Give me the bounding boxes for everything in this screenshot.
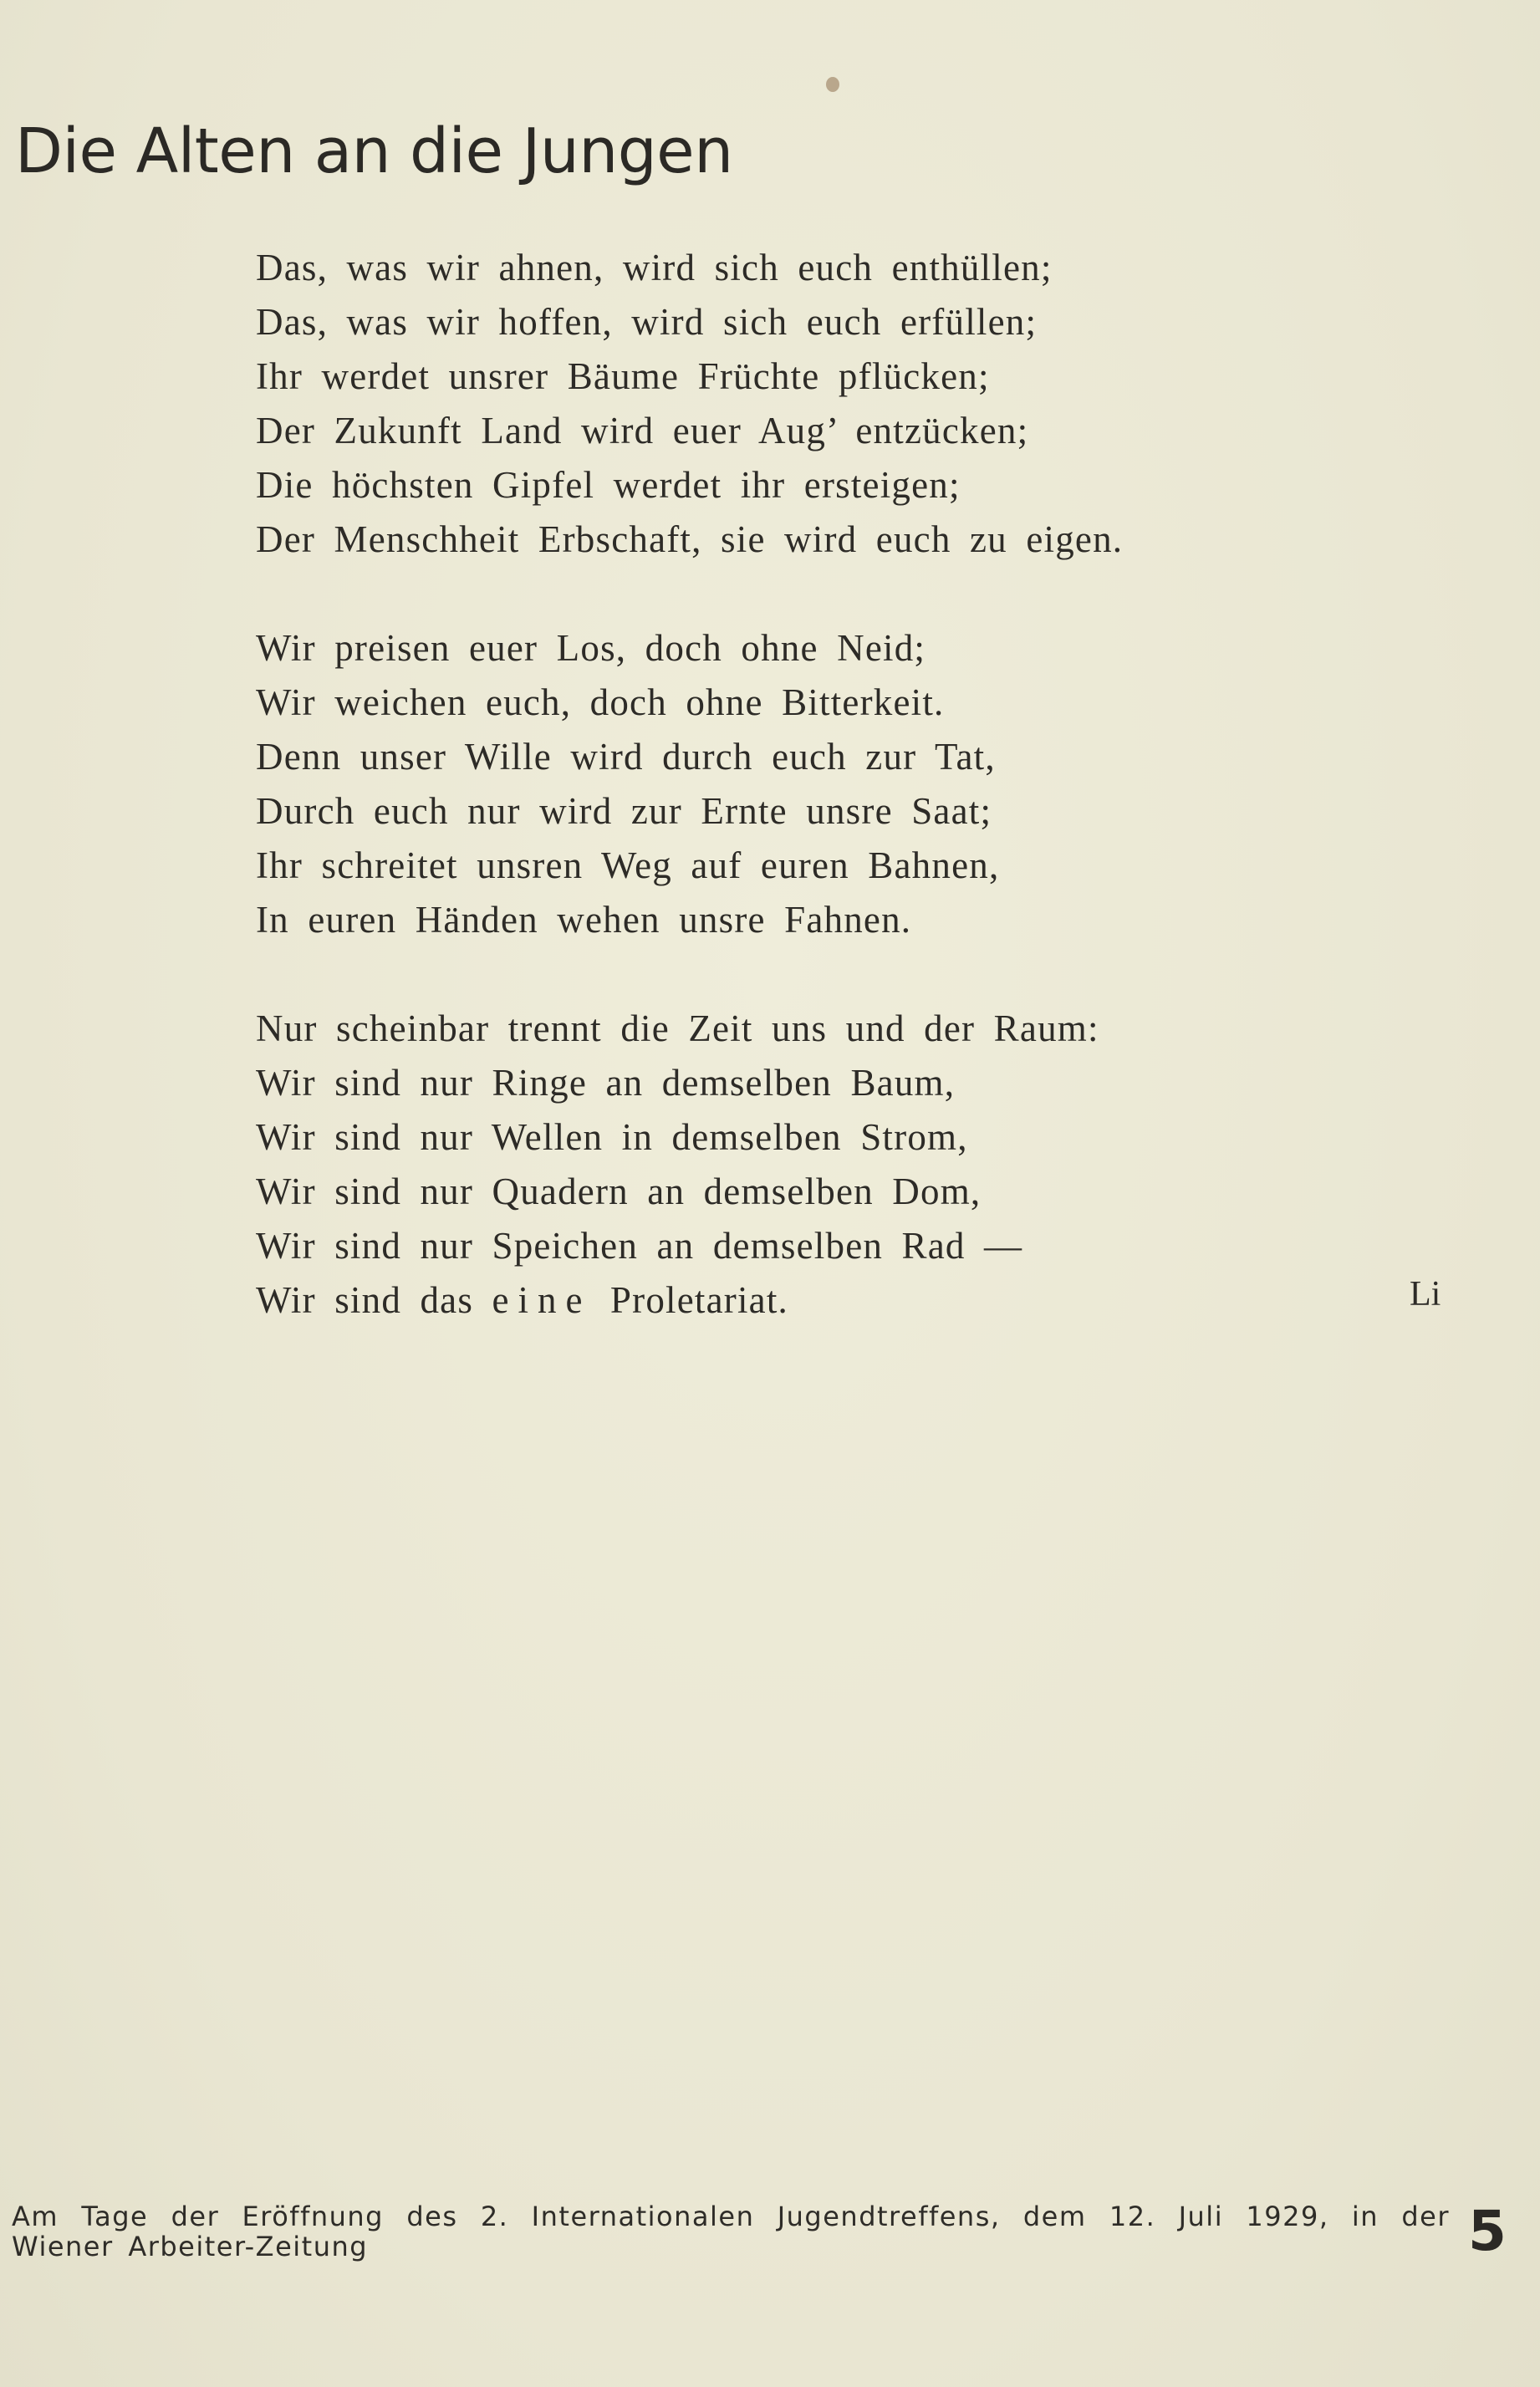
poem-line: Wir sind nur Ringe an demselben Baum, <box>256 1062 956 1104</box>
poem-line: Wir preisen euer Los, doch ohne Neid; <box>256 627 926 669</box>
source-footnote: Am Tage der Eröffnung des 2. Internationalen Jugendtreffens, dem 12. Juli 1929, in der Wiener Arbeiter-Zeitung <box>12 2201 1450 2262</box>
author-initials: Li <box>1410 1275 1441 1313</box>
poem <box>256 241 1460 1382</box>
emphasized-word: eine <box>492 1279 592 1321</box>
poem-line: Wir sind nur Quadern an demselben Dom, <box>256 1171 982 1212</box>
final-line-end: Proletariat. <box>591 1279 788 1321</box>
poem-line: Ihr schreitet unsren Weg auf euren Bahnen, <box>256 844 1000 886</box>
poem-line: Ihr werdet unsrer Bäume Früchte pflücken; <box>256 355 990 397</box>
stanza-3 <box>256 1002 1460 1328</box>
poem-line: Wir sind nur Wellen in demselben Strom, <box>256 1116 968 1158</box>
poem-line: Der Menschheit Erbschaft, sie wird euch zu eigen. <box>256 518 1124 560</box>
page-title: Die Alten an die Jungen <box>15 115 733 187</box>
poem-line: Wir weichen euch, doch ohne Bitterkeit. <box>256 681 945 723</box>
final-line-start: Wir sind das <box>256 1279 492 1321</box>
poem-line: Der Zukunft Land wird euer Aug’ entzücken; <box>256 410 1029 451</box>
poem-line: In euren Händen wehen unsre Fahnen. <box>256 899 912 941</box>
poem-line: Nur scheinbar trennt die Zeit uns und der Raum: <box>256 1007 1099 1049</box>
page-number: 5 <box>1468 2199 1507 2263</box>
stanza-1 <box>256 241 1460 567</box>
poem-line: Durch euch nur wird zur Ernte unsre Saat; <box>256 790 992 832</box>
poem-line: Wir sind nur Speichen an demselben Rad — <box>256 1225 1023 1267</box>
ink-dot <box>826 77 839 92</box>
poem-line: Das, was wir hoffen, wird sich euch erfüllen; <box>256 301 1038 343</box>
poem-line: Denn unser Wille wird durch euch zur Tat, <box>256 736 996 778</box>
poem-line: Das, was wir ahnen, wird sich euch enthüllen; <box>256 247 1053 288</box>
poem-line-final <box>256 1273 1460 1328</box>
stanza-2 <box>256 621 1460 947</box>
poem-line: Die höchsten Gipfel werdet ihr ersteigen; <box>256 464 961 506</box>
